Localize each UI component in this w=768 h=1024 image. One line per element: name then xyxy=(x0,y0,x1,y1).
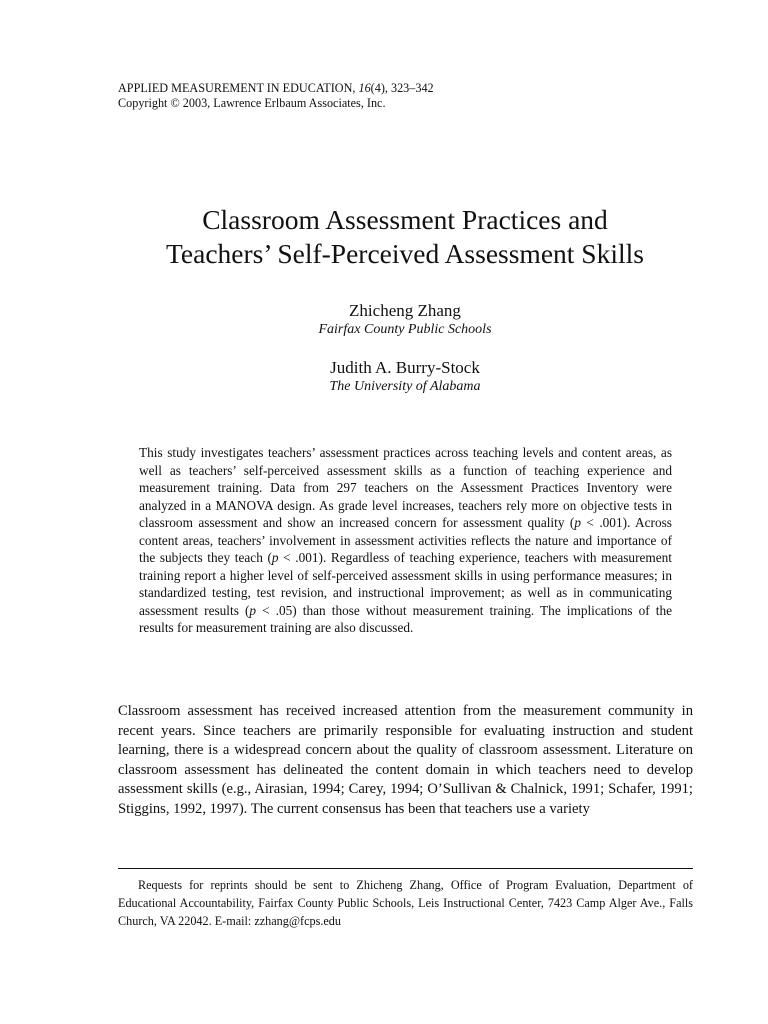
author-name: Zhicheng Zhang xyxy=(349,301,461,320)
p-value-symbol: p xyxy=(574,515,581,530)
copyright-notice: Copyright © 2003, Lawrence Erlbaum Associates, Inc. xyxy=(118,95,386,110)
abstract-text: < .001). Across content areas, teachers’ involvement in assessment activities reflects the nature and importance of the subjects they teach ( xyxy=(139,515,672,565)
journal-name: APPLIED MEASUREMENT IN EDUCATION, xyxy=(118,81,356,95)
p-value-symbol: p xyxy=(271,550,279,565)
p-value-symbol: p xyxy=(249,602,257,618)
title-line-2: Teachers’ Self-Perceived Assessment Skills xyxy=(166,238,644,269)
author-affiliation: Fairfax County Public Schools xyxy=(318,322,492,337)
author-affiliation: The University of Alabama xyxy=(329,379,481,394)
author-block-1 xyxy=(0,301,768,339)
body-paragraph: Classroom assessment has received increased attention from the measurement community in recent years. Since teachers are primarily responsible for evaluating instruction and student learning, there is a widespread concern about the quality of classroom assessment. Literature on classroom assessment has delineated the content domain in which teachers need to develop assessment skills (e.g., Airasian, 1994; Carey, 1994; O’Sullivan & Chalnick, 1991; Schafer, 1991; Stiggins, 1992, 1997). The current consensus has been that teachers use a variety xyxy=(118,703,693,817)
footnote-divider xyxy=(118,868,693,869)
abstract xyxy=(139,444,672,637)
author-block-2 xyxy=(0,358,768,396)
journal-header xyxy=(118,81,434,110)
abstract-text: < .001). Regardless of teaching experience, teachers with measurement training report a higher level of self-perceived assessment skills in using performance measures; in standardized testing, test revision, and instructional improvement; as well as in communicating assessment results ( xyxy=(139,550,672,618)
article-title xyxy=(0,203,768,271)
title-line-1: Classroom Assessment Practices and xyxy=(202,204,608,235)
abstract-text: < .05) than those without measurement training. The implications of the results for measurement training are also discussed. xyxy=(139,602,672,635)
footnote xyxy=(118,876,693,930)
journal-issue-pages: (4), 323–342 xyxy=(370,81,434,95)
journal-volume: 16 xyxy=(358,81,371,95)
author-name: Judith A. Burry-Stock xyxy=(330,358,480,377)
abstract-text: This study investigates teachers’ assessment practices across teaching levels and content areas, as well as teachers’ self-perceived assessment skills as a function of teaching experience and measurement training. Data from 297 teachers on the Assessment Practices Inventory were analyzed in a MANOVA design. As grade level increases, teachers rely more on objective tests in classroom assessment and show an increased concern for assessment quality ( xyxy=(139,445,672,530)
journal-citation xyxy=(118,81,434,96)
footnote-text: Requests for reprints should be sent to Zhicheng Zhang, Office of Program Evaluation, Department of Educational Accountability, Fairfax County Public Schools, Leis Instructional Center, 7423 Camp Alger Ave., Falls Church, VA 22042. E-mail: zzhang@fcps.edu xyxy=(118,878,693,928)
